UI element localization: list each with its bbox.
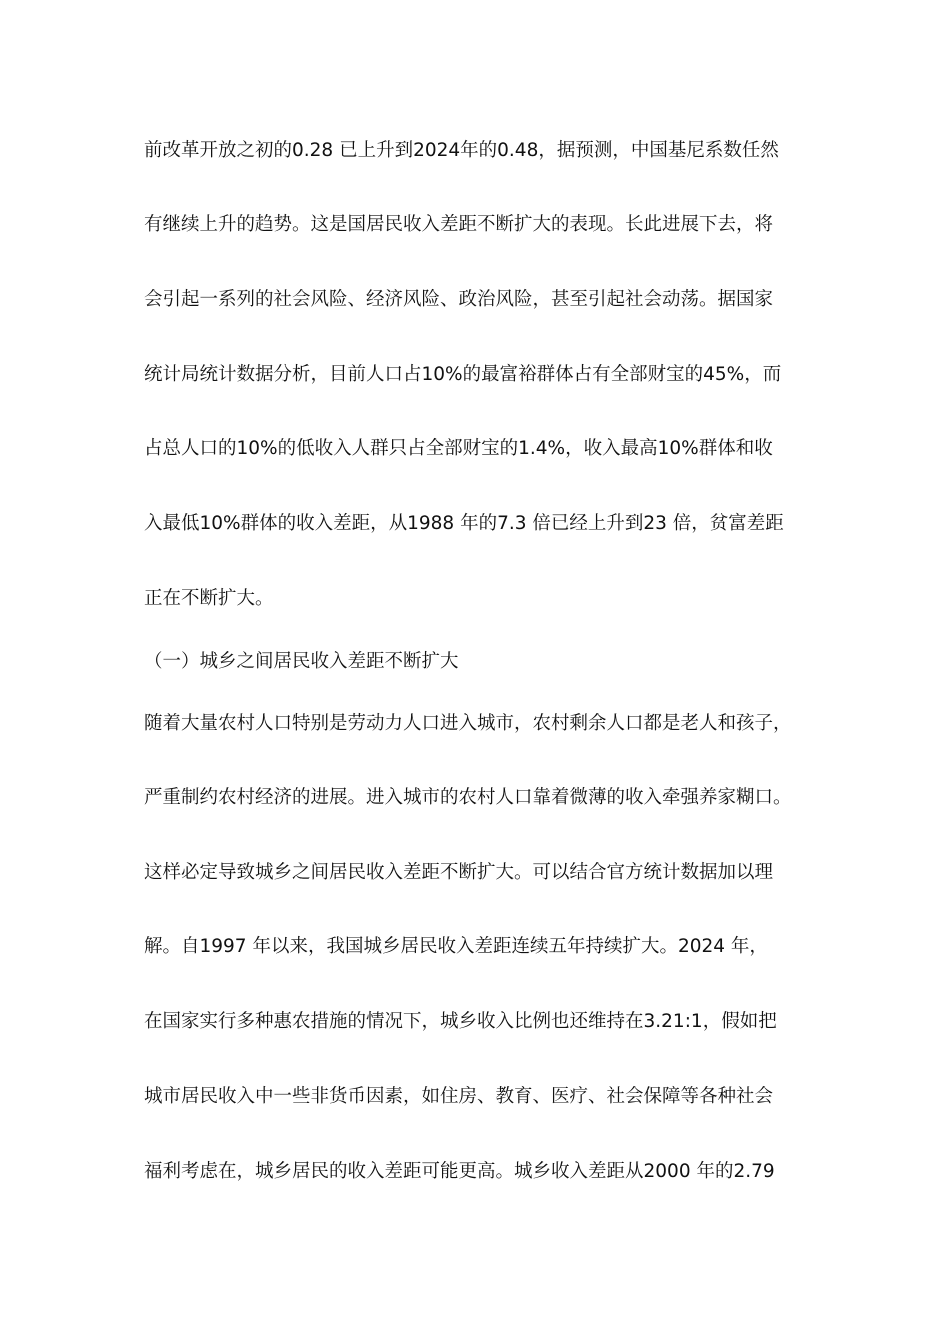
paragraph-1-line-5: 占总人口的10%的低收入人群只占全部财宝的1.4%，收入最高10%群体和收 (144, 438, 773, 459)
paragraph-1-line-1: 前改革开放之初的0.28 已上升到2024年的0.48，据预测，中国基尼系数任然 (144, 140, 779, 161)
section-heading: （一）城乡之间居民收入差距不断扩大 (144, 651, 459, 672)
paragraph-2-line-4: 解。自1997 年以来，我国城乡居民收入差距连续五年持续扩大。2024 年， (144, 936, 768, 957)
paragraph-1-line-7: 正在不断扩大。 (144, 588, 274, 609)
paragraph-2-line-5: 在国家实行多种惠农措施的情况下，城乡收入比例也还维持在3.21:1，假如把 (144, 1011, 777, 1032)
paragraph-2-line-1: 随着大量农村人口特别是劳动力人口进入城市，农村剩余人口都是老人和孩子， (144, 713, 792, 734)
paragraph-2-line-3: 这样必定导致城乡之间居民收入差距不断扩大。可以结合官方统计数据加以理 (144, 862, 774, 883)
paragraph-1-line-2: 有继续上升的趋势。这是国居民收入差距不断扩大的表现。长此进展下去，将 (144, 214, 774, 235)
paragraph-1-line-4: 统计局统计数据分析，目前人口占10%的最富裕群体占有全部财宝的45%，而 (144, 364, 782, 385)
paragraph-2-line-2: 严重制约农村经济的进展。进入城市的农村人口靠着微薄的收入牵强养家糊口。 (144, 787, 792, 808)
paragraph-2-line-6: 城市居民收入中一些非货币因素，如住房、教育、医疗、社会保障等各种社会 (144, 1086, 774, 1107)
paragraph-1-line-3: 会引起一系列的社会风险、经济风险、政治风险，甚至引起社会动荡。据国家 (144, 289, 774, 310)
paragraph-2-line-7: 福利考虑在，城乡居民的收入差距可能更高。城乡收入差距从2000 年的2.79 (144, 1161, 775, 1182)
paragraph-1-line-6: 入最低10%群体的收入差距，从1988 年的7.3 倍已经上升到23 倍，贫富差距 (144, 513, 784, 534)
